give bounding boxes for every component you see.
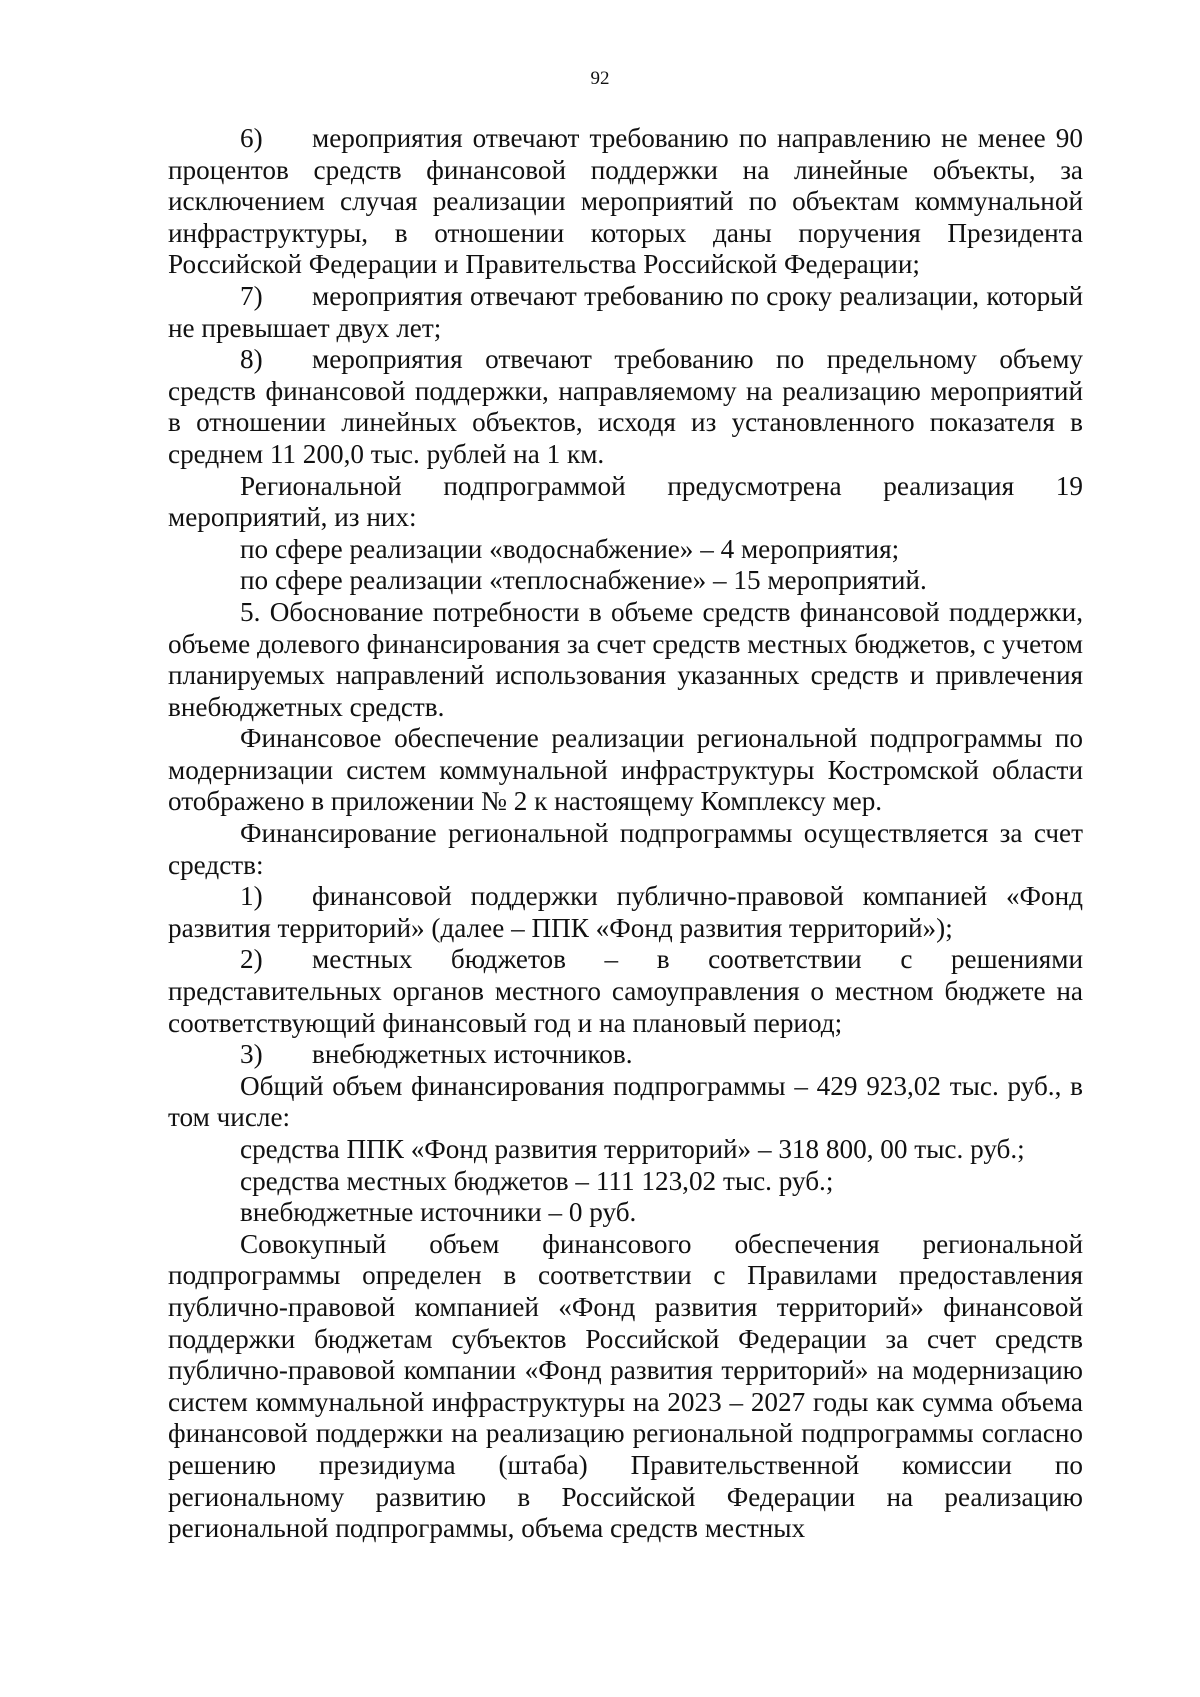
paragraph-financial-provision: Финансовое обеспечение реализации региональной подпрограммы по модернизации систем коммунальной инфраструктуры Костромской области отображено в приложении № 2 к настоящему Комплексу мер. — [168, 723, 1083, 817]
list-text: мероприятия отвечают требованию по сроку реализации, который не превышает двух лет; — [168, 280, 1083, 343]
paragraph-fund-means: средства ППК «Фонд развития территорий» – 318 800, 00 тыс. руб.; — [240, 1134, 1025, 1164]
section-heading-5: 5. Обоснование потребности в объеме средств финансовой поддержки, объеме долевого финансирования за счет средств местных бюджетов, с учетом планируемых направлений использования указанных средств и привлечения внебюджетных средств. — [168, 596, 1083, 722]
paragraph-extrabudgetary: внебюджетные источники – 0 руб. — [240, 1197, 637, 1228]
list-item-6 — [168, 123, 1083, 281]
paragraph-measures-count: Региональной подпрограммой предусмотрена реализация 19 мероприятий, из них: — [168, 470, 1083, 533]
list-number: 1) — [240, 881, 263, 912]
paragraph-local-budgets: средства местных бюджетов – 111 123,02 тыс. руб.; — [240, 1165, 834, 1196]
paragraph-total-volume: Общий объем финансирования подпрограммы – 429 923,02 тыс. руб., в том числе: — [168, 1070, 1083, 1133]
page-number: 92 — [590, 68, 610, 89]
list-number: 3) — [240, 1039, 263, 1070]
list-item-8 — [168, 344, 1083, 470]
paragraph-aggregate-volume: Совокупный объем финансового обеспечения региональной подпрограммы определен в соответствии с Правилами предоставления публично-правовой компанией «Фонд развития территорий» финансовой поддержки бюджетам субъектов Российской Федерации за счет средств публично-правовой компании «Фонд развития территорий» на модернизацию систем коммунальной инфраструктуры на 2023 – 2027 годы как сумма объема финансовой поддержки на реализацию региональной подпрограммы согласно решению президиума (штаба) Правительственной комиссии по региональному развитию в Российской Федерации на реализацию региональной подпрограммы, объема средств местных — [168, 1228, 1083, 1544]
list-item-1 — [168, 881, 1083, 944]
list-text: внебюджетных источников. — [312, 1039, 633, 1070]
list-text: местных бюджетов – в соответствии с решениями представительных органов местного самоуправления о местном бюджете на соответствующий финансовый год и на плановый период; — [168, 944, 1083, 1038]
paragraph-financing-sources: Финансирование региональной подпрограммы осуществляется за счет средств: — [168, 818, 1083, 880]
list-number: 6) — [240, 123, 263, 153]
list-number: 2) — [240, 944, 263, 975]
document-body — [168, 123, 1083, 1545]
list-text: мероприятия отвечают требованию по предельному объему средств финансовой поддержки, направляемому на реализацию мероприятий в отношении линейных объектов, исходя из установленного показателя в среднем 11 200,0 тыс. рублей на 1 км. — [168, 344, 1083, 469]
list-number: 8) — [240, 344, 263, 375]
list-item-7 — [168, 281, 1083, 344]
list-text: мероприятия отвечают требованию по направлению не менее 90 процентов средств финансовой поддержки на линейные объекты, за исключением случая реализации мероприятий по объектам коммунальной инфраструктуры, в отношении которых даны поручения Президента Российской Федерации и Правительства Российской Федерации; — [168, 123, 1083, 280]
list-number: 7) — [240, 280, 263, 311]
list-item-3 — [168, 1039, 1083, 1071]
list-text: финансовой поддержки публично-правовой компанией «Фонд развития территорий» (далее – ППК «Фонд развития территорий»); — [168, 881, 1083, 943]
paragraph-heat-supply: по сфере реализации «теплоснабжение» – 15 мероприятий. — [240, 565, 927, 596]
paragraph-water-supply: по сфере реализации «водоснабжение» – 4 мероприятия; — [240, 533, 900, 564]
list-item-2 — [168, 944, 1083, 1039]
